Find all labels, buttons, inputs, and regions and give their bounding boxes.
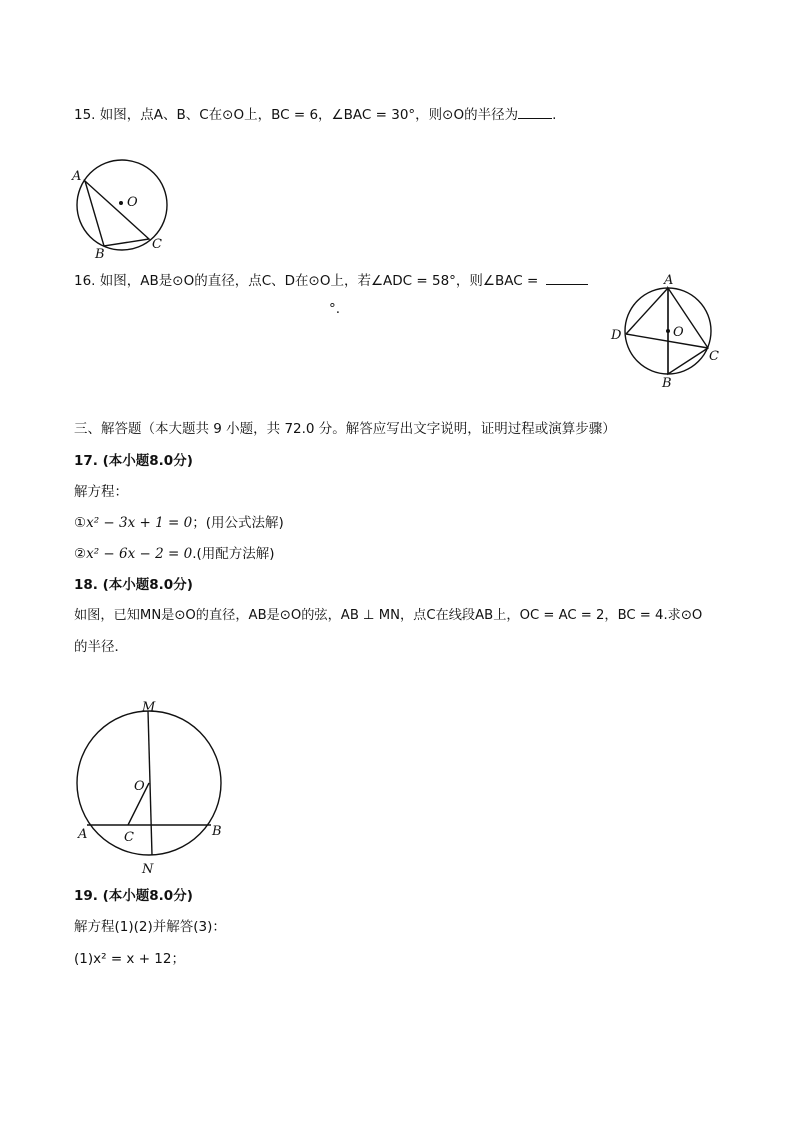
q16-text: 16. 如图，AB是⊙O的直径，点C、D在⊙O上，若∠ADC = 58°，则∠BAC = xyxy=(74,270,588,290)
q18-line1: 如图，已知MN是⊙O的直径，AB是⊙O的弦，AB ⊥ MN，点C在线段AB上，OC = AC = 2，BC = 4.求⊙O xyxy=(74,608,703,623)
q16-label-B: B xyxy=(662,376,672,391)
q15-circle-figure xyxy=(66,160,178,264)
q15-label-B: B xyxy=(95,247,105,262)
q15-text: 15. 如图，点A、B、C在⊙O上，BC = 6，∠BAC = 30°，则⊙O的半径为 . xyxy=(74,104,556,124)
q18-label-B: B xyxy=(212,824,222,839)
q17-item2: ②x² − 6x − 2 = 0.(用配方法解) xyxy=(74,546,275,562)
q17-item1: ①x² − 3x + 1 = 0；(用公式法解) xyxy=(74,515,284,531)
section-heading: 三、解答题（本大题共 9 小题，共 72.0 分。解答应写出文字说明，证明过程或演算步骤） xyxy=(74,421,616,437)
q18-label-A: A xyxy=(78,827,88,842)
q18-circle-figure xyxy=(72,698,232,880)
q16-label-C: C xyxy=(709,349,719,364)
q15-label-A: A xyxy=(72,169,82,184)
q16-label-O: O xyxy=(673,325,684,340)
q19-title: 19. (本小题8.0分) xyxy=(74,888,193,904)
q18-line2: 的半径． xyxy=(74,639,128,655)
q18-label-O: O xyxy=(134,779,145,794)
q17-intro: 解方程： xyxy=(74,484,128,500)
q18-label-N: N xyxy=(142,862,154,877)
q15-label-C: C xyxy=(152,237,162,252)
q16-circle-figure xyxy=(608,272,726,390)
q16-label-A: A xyxy=(664,273,674,288)
q18-label-C: C xyxy=(124,830,134,845)
q16-degree: °. xyxy=(329,301,341,317)
q18-label-M: M xyxy=(142,700,156,715)
q17-title: 17. (本小题8.0分) xyxy=(74,453,193,469)
q16-label-D: D xyxy=(611,328,622,343)
q19-item1: (1)x² = x + 12； xyxy=(74,951,185,967)
q16-answer-blank xyxy=(546,270,588,285)
q15-label-O: O xyxy=(127,195,138,210)
q18-title: 18. (本小题8.0分) xyxy=(74,577,193,593)
q19-intro: 解方程(1)(2)并解答(3)： xyxy=(74,919,226,935)
q15-answer-blank xyxy=(518,104,552,119)
